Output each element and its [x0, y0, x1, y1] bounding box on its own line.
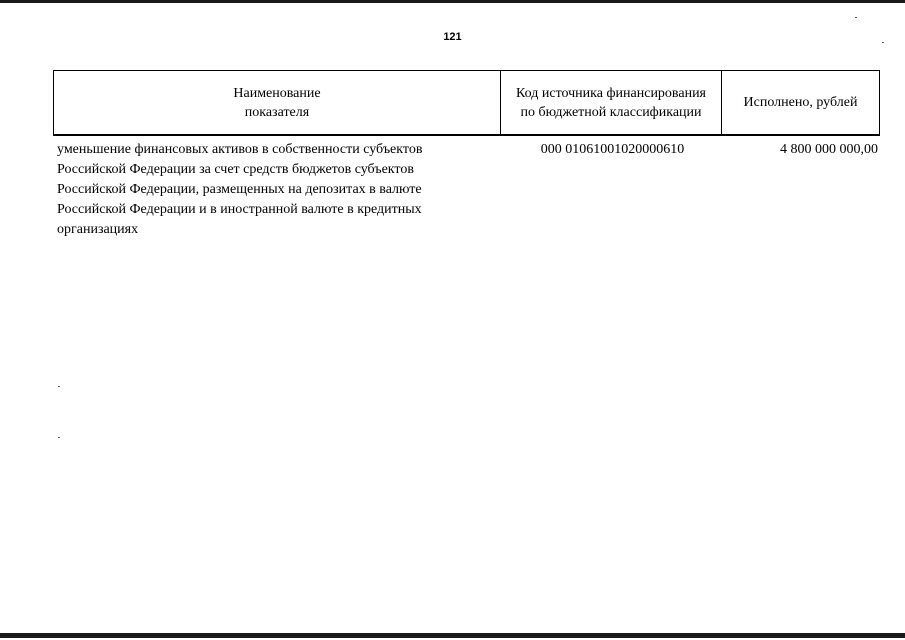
- row-name-line: организациях: [57, 222, 139, 237]
- column-header-name-line: Наименование: [233, 85, 321, 101]
- scan-speck: [58, 386, 60, 387]
- table-header: [53, 70, 880, 136]
- row-name-line: Российской Федерации, размещенных на депозитах в валюте: [57, 182, 422, 197]
- scan-bottom-edge: [0, 633, 905, 638]
- scan-speck: [58, 437, 60, 438]
- scan-top-edge: [0, 0, 905, 3]
- column-header-code: [501, 71, 722, 134]
- scan-speck: [855, 17, 857, 18]
- row-name-line: Российской Федерации за счет средств бюджетов субъектов: [57, 162, 414, 177]
- page-number: 121: [443, 31, 462, 43]
- column-header-amount: [722, 71, 879, 134]
- column-header-code-line: Код источника финансирования: [516, 85, 706, 101]
- table-row: [53, 140, 880, 240]
- column-header-name: [54, 71, 501, 134]
- row-name-line: уменьшение финансовых активов в собственности субъектов: [57, 142, 423, 157]
- row-name-cell: [53, 140, 500, 240]
- scan-speck: [882, 42, 884, 43]
- row-name-line: Российской Федерации и в иностранной валюте в кредитных: [57, 202, 422, 217]
- column-header-code-line: по бюджетной классификации: [520, 104, 702, 120]
- row-amount-cell: 4 800 000 000,00: [780, 142, 878, 157]
- row-code-cell: 000 01061001020000610: [540, 142, 685, 157]
- column-header-amount-line: Исполнено, рублей: [743, 95, 858, 110]
- column-header-name-line: показателя: [244, 104, 310, 120]
